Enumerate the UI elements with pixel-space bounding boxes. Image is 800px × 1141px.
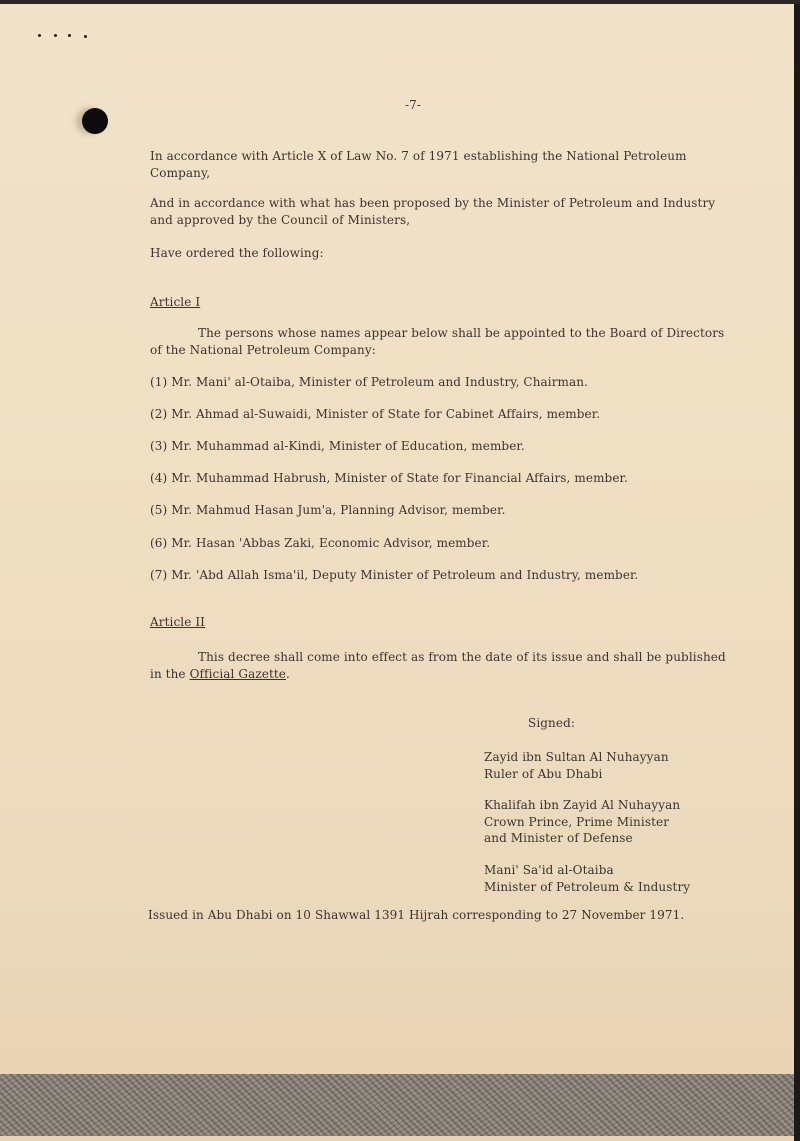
member-item-2: (2) Mr. Ahmad al-Suwaidi, Minister of State for Cabinet Affairs, member.: [150, 407, 601, 421]
signatory-2-title: Crown Prince, Prime Minister: [484, 815, 670, 829]
article-1-heading: Article I: [150, 295, 201, 309]
signed-label: Signed:: [528, 716, 575, 730]
article-2-heading: Article II: [150, 615, 206, 629]
signatory-3-title: Minister of Petroleum & Industry: [484, 880, 691, 894]
page-top-edge: [0, 0, 800, 4]
article-1-intro: The persons whose names appear below shall be appointed to the Board of Directors of the National Petroleum Company:: [150, 326, 725, 357]
article-2-text: [150, 649, 740, 683]
member-item-5: (5) Mr. Mahmud Hasan Jum'a, Planning Advisor, member.: [150, 503, 506, 517]
punch-hole: [82, 108, 108, 134]
member-item-6: (6) Mr. Hasan 'Abbas Zaki, Economic Advisor, member.: [150, 536, 491, 550]
preamble-paragraph-1: In accordance with Article X of Law No. 7 of 1971 establishing the National Petroleum Company,: [150, 149, 687, 180]
official-gazette: Official Gazette: [189, 667, 286, 681]
paper-specks: [38, 34, 98, 42]
signatory-2-name: Khalifah ibn Zayid Al Nuhayyan: [484, 798, 681, 812]
scan-edge-strip: [0, 1074, 794, 1136]
member-item-1: (1) Mr. Mani' al-Otaiba, Minister of Petroleum and Industry, Chairman.: [150, 375, 589, 389]
article-2-text-before: This decree shall come into effect as from the date of its issue and shall be published in the: [150, 650, 726, 681]
member-item-4: (4) Mr. Muhammad Habrush, Minister of State for Financial Affairs, member.: [150, 471, 628, 485]
member-item-7: (7) Mr. 'Abd Allah Isma'il, Deputy Minister of Petroleum and Industry, member.: [150, 568, 639, 582]
member-item-3: (3) Mr. Muhammad al-Kindi, Minister of Education, member.: [150, 439, 525, 453]
article-2-text-after: .: [286, 667, 290, 681]
signatory-3-name: Mani' Sa'id al-Otaiba: [484, 863, 614, 877]
page-edge-shadow: [794, 0, 800, 1141]
preamble-paragraph-3: Have ordered the following:: [150, 246, 324, 260]
issued-statement: Issued in Abu Dhabi on 10 Shawwal 1391 Hijrah corresponding to 27 November 1971.: [148, 908, 685, 922]
signatory-2-title-2: and Minister of Defense: [484, 831, 633, 845]
signatory-1-title: Ruler of Abu Dhabi: [484, 767, 603, 781]
page-number: -7-: [405, 98, 422, 112]
signatory-1-name: Zayid ibn Sultan Al Nuhayyan: [484, 750, 669, 764]
preamble-paragraph-2: And in accordance with what has been proposed by the Minister of Petroleum and Industry and approved by the Council of Ministers,: [150, 196, 716, 227]
